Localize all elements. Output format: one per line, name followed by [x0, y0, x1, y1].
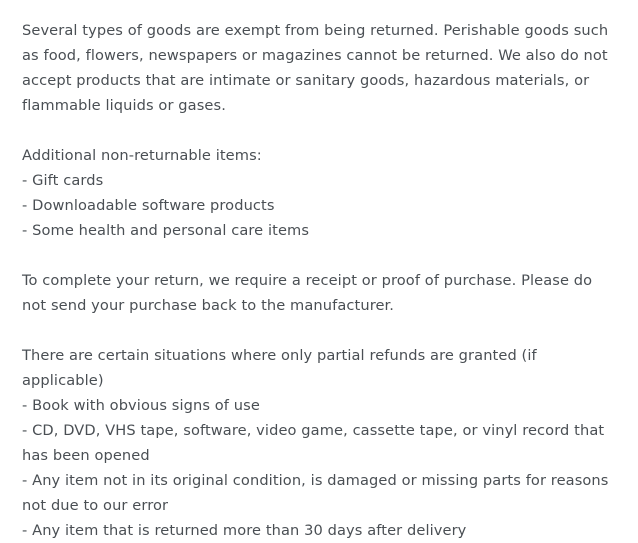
text-line: Additional non-returnable items: [22, 147, 262, 164]
paragraph-exempt-goods: Several types of goods are exempt from being returned. Perishable goods such as food, flowers, newspapers or magazines cannot be returned. We also do not accept products that are intimate or sanitary goods, hazardous materials, or flammable liquids or gases. [22, 22, 609, 114]
text-line: - Book with obvious signs of use [22, 397, 260, 414]
paragraph-non-returnable-items [22, 143, 616, 243]
paragraph-receipt-requirement: To complete your return, we require a receipt or proof of purchase. Please do not send your purchase back to the manufacturer. [22, 272, 593, 314]
text-line: - Any item that is returned more than 30 days after delivery [22, 522, 467, 539]
text-line: There are certain situations where only partial refunds are granted (if applicable) [22, 347, 537, 389]
paragraph-partial-refunds [22, 343, 616, 543]
text-line: - Downloadable software products [22, 197, 275, 214]
text-line: - Any item not in its original condition, is damaged or missing parts for reasons not due to our error [22, 472, 609, 514]
text-line: - CD, DVD, VHS tape, software, video game, cassette tape, or vinyl record that has been opened [22, 422, 605, 464]
text-line: - Gift cards [22, 172, 104, 189]
text-line: - Some health and personal care items [22, 222, 310, 239]
